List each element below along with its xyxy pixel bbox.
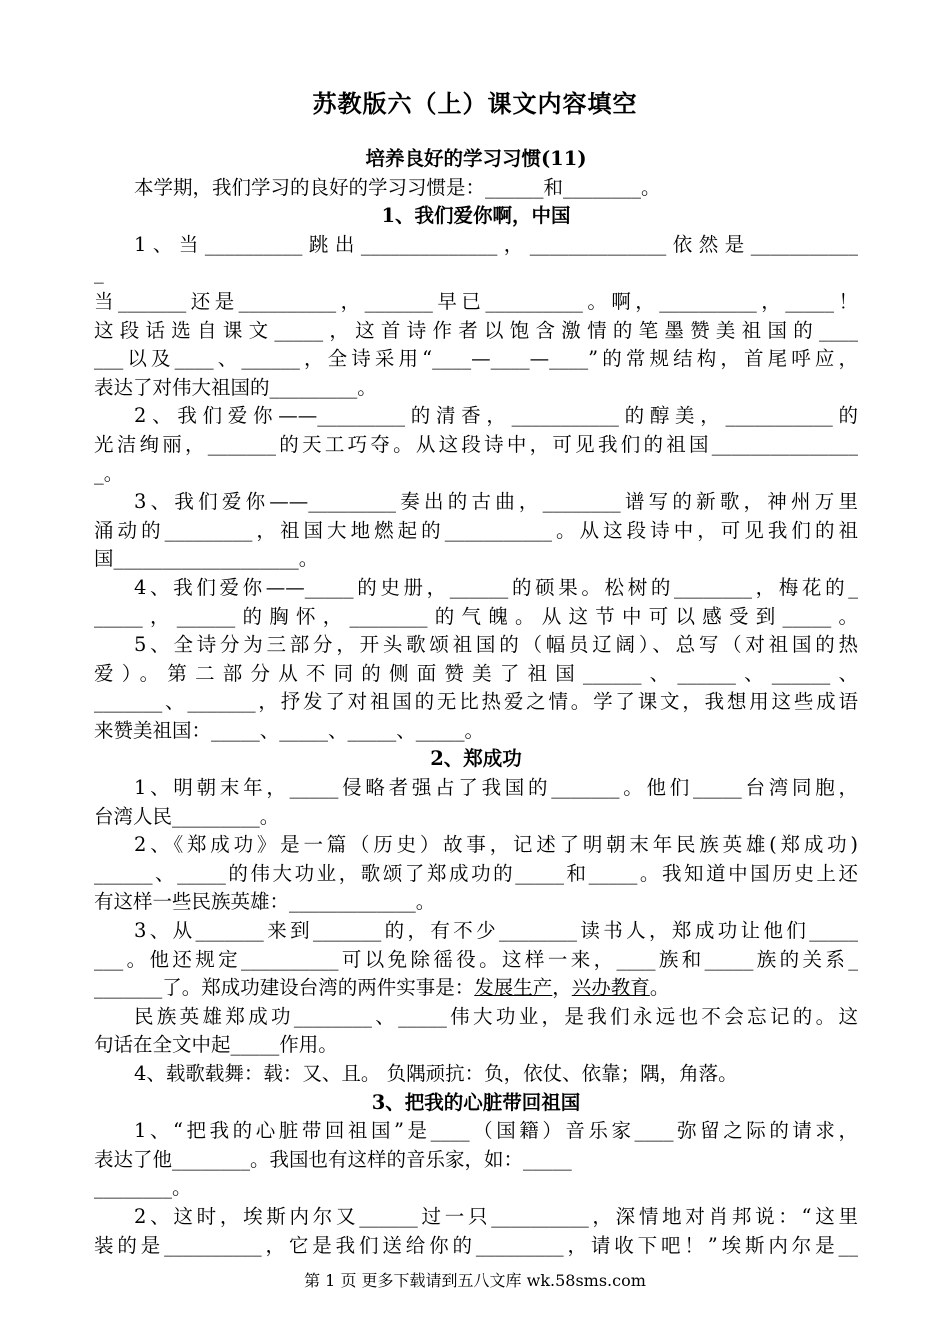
text-line: 2、我们爱你——_________的清香，___________的醇美，___________的	[134, 404, 858, 428]
text-line: 4、我们爱你——_____的史册，______的硕果。松树的________，梅花的_	[134, 575, 858, 599]
text-line: _。	[94, 461, 124, 485]
text-line: 1、当__________跳出______________，______________依然是___________	[134, 232, 858, 256]
text-line: 民族英雄郑成功________、_____伟大功业，是我们永远也不会忘记的。这	[134, 1004, 858, 1028]
text-line: 表达了对伟大祖国的_________。	[94, 375, 377, 399]
text-line: 光洁绚丽，_______的天工巧夺。从这段诗中，可见我们的祖国_______________	[94, 432, 858, 456]
text-line: 有这样一些民族英雄：_____________。	[94, 890, 436, 914]
section-heading: 1、我们爱你啊，中国	[381, 204, 571, 228]
text-segment: _______了。郑成功建设台湾的两件实事是：	[94, 976, 475, 1000]
text-line: 本学期，我们学习的良好的学习习惯是：______和________。	[134, 175, 661, 199]
text-line: 2、这时，埃斯内尔又______过一只__________，深情地对肖邦说：“这里	[134, 1204, 858, 1228]
text-line: ________。	[94, 1176, 192, 1200]
text-line: 1、“把我的心脏带回祖国”是____（国籍）音乐家____弥留之际的请求，	[134, 1119, 858, 1143]
text-line: 表达了他________。我国也有这样的音乐家，如：_____	[94, 1147, 572, 1171]
text-line: 涌动的_________，祖国大地燃起的___________。从这段诗中，可见我们的祖	[94, 518, 858, 542]
text-line: ___。他还规定__________可以免除徭役。这样一来，____族和_____族的关系_	[94, 947, 858, 971]
text-line: ___以及____、______，全诗采用“____—____—____”的常规结构，首尾呼应，	[94, 347, 858, 371]
section-heading: 培养良好的学习习惯(11)	[365, 147, 587, 170]
text-line: 1、明朝末年，_____侵略者强占了我国的_______。他们_____台湾同胞，	[134, 776, 858, 800]
text-line: 装的是__________，它是我们送给你的_________，请收下吧！”埃斯内尔是__	[94, 1233, 858, 1257]
text-line: 2、《郑成功》是一篇（历史）故事，记述了明朝末年民族英雄(郑成功)	[134, 833, 858, 857]
text-line: 当_______还是__________，_______早已__________。啊，__________，_____！	[94, 289, 858, 313]
text-line: 台湾人民_________。	[94, 804, 280, 828]
text-line: ______、_____的伟大功业，歌颂了郑成功的_____和_____。我知道中国历史上还	[94, 861, 858, 885]
underlined-phrase: 发展生产	[474, 976, 553, 1000]
text-segment: 。	[649, 976, 670, 1000]
section-heading: 3、把我的心脏带回祖国	[371, 1090, 581, 1114]
text-line: _	[94, 261, 104, 285]
text-segment: ，	[552, 976, 572, 1000]
document-body	[94, 145, 858, 1260]
text-line: 来赞美祖国：_____、_____、_____、_____。	[94, 718, 485, 742]
text-line	[94, 974, 858, 1003]
text-line: 句话在全文中起_____作用。	[94, 1033, 338, 1057]
text-line: _____，______的胸怀，________的气魄。从这节中可以感受到_____。	[94, 604, 858, 628]
underlined-phrase: 兴办教育	[571, 976, 650, 1000]
text-line: 国___________________。	[94, 547, 319, 571]
text-line: _______、_______，抒发了对祖国的无比热爱之情。学了课文，我想用这些成语	[94, 690, 858, 714]
text-line: 5、全诗分为三部分，开头歌颂祖国的（幅员辽阔）、总写（对祖国的热	[134, 633, 858, 657]
document-title: 苏教版六（上）课文内容填空	[312, 89, 638, 118]
page-footer: 第 1 页 更多下载请到五八文库 wk.58sms.com	[304, 1271, 646, 1290]
text-line: 4、载歌载舞：载：又、且。 负隅顽抗：负，依仗、依靠；隅，角落。	[134, 1062, 738, 1085]
text-line: 3、我们爱你——_________奏出的古曲，________谱写的新歌，神州万里	[134, 490, 858, 514]
text-line: 3、从_______来到_______的，有不少________读书人，郑成功让他们_____	[134, 919, 858, 943]
text-line: 爱）。第二部分从不同的侧面赞美了祖国______、______、______、	[94, 661, 858, 685]
section-heading: 2、郑成功	[430, 747, 522, 771]
text-line: 这段话选自课文_____，这首诗作者以饱含激情的笔墨赞美祖国的____	[94, 318, 858, 342]
